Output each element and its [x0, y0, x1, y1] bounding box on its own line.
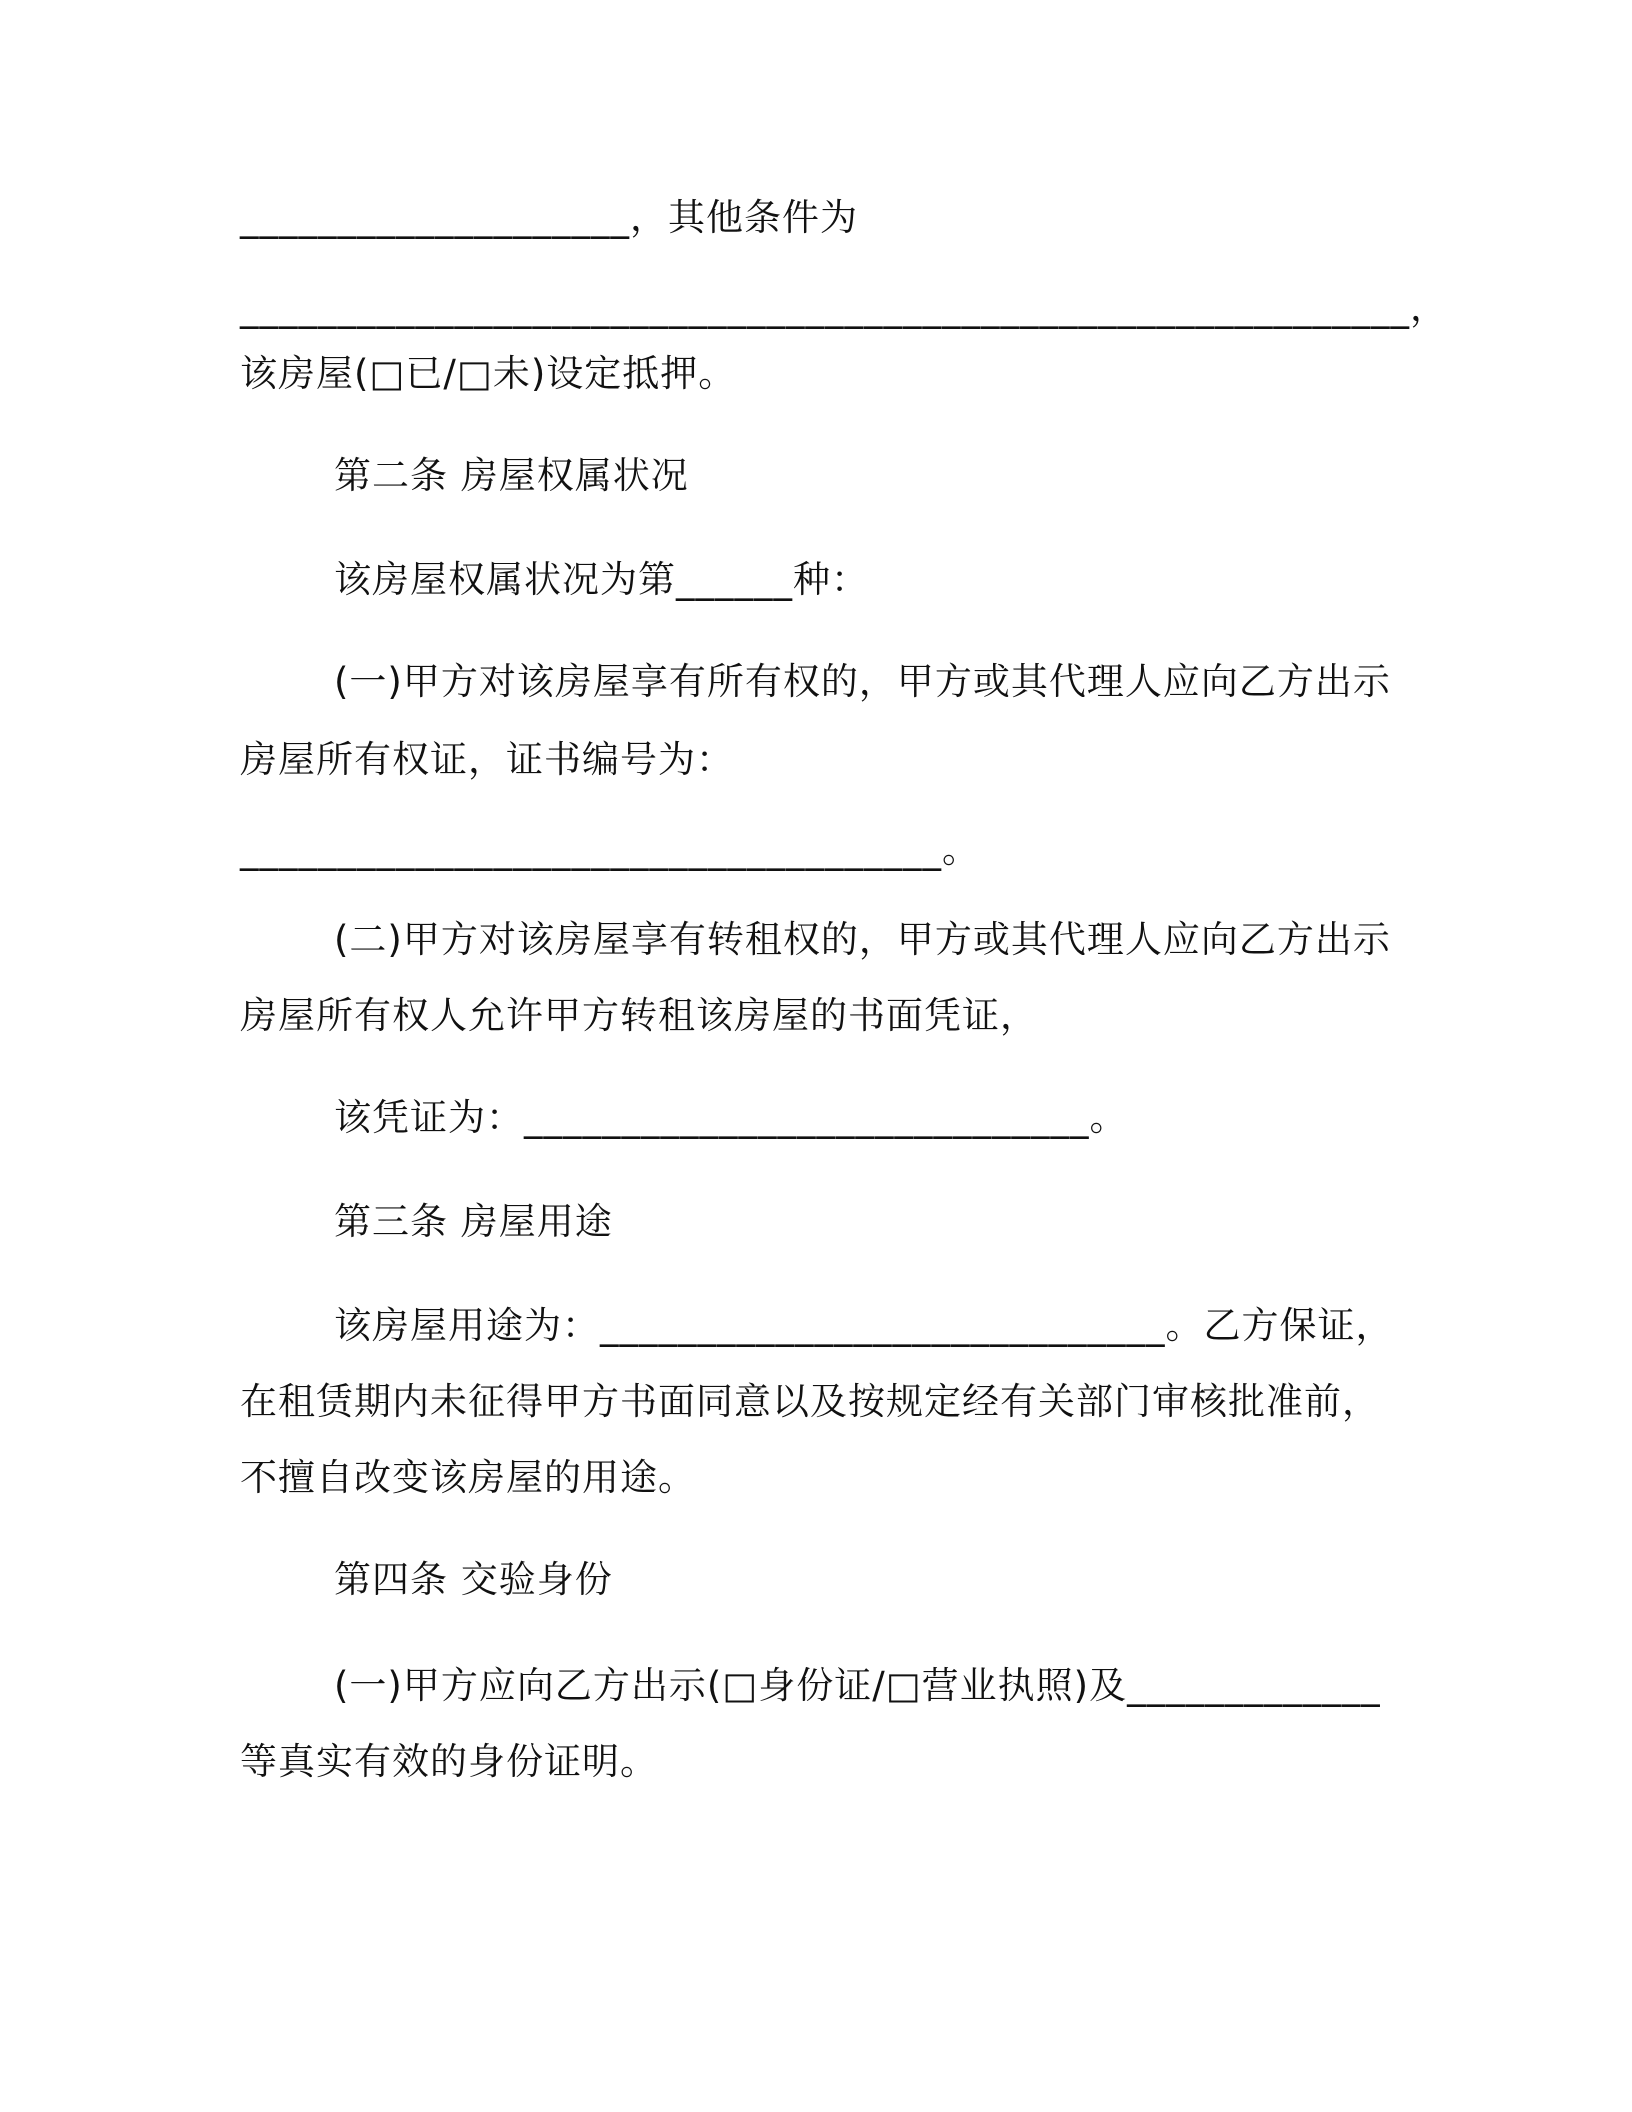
- clause-2-line-2: 房屋所有权人允许甲方转租该房屋的书面凭证，: [240, 994, 1038, 1037]
- blank-long-line: ____________________________________________________________，: [240, 286, 1448, 329]
- usage-line-3: 不擅自改变该房屋的用途。: [240, 1456, 696, 1499]
- blank-other-conditions-line: ____________________，其他条件为: [240, 196, 858, 239]
- voucher-line: 该凭证为：_____________________________。: [334, 1096, 1128, 1139]
- identity-line-2: 等真实有效的身份证明。: [240, 1740, 658, 1783]
- usage-line-1: 该房屋用途为：_____________________________。乙方保证，: [334, 1304, 1394, 1347]
- identity-line-1: (一)甲方应向乙方出示(□身份证/□营业执照)及_____________: [334, 1664, 1381, 1707]
- usage-line-2: 在租赁期内未征得甲方书面同意以及按规定经有关部门审核批准前，: [240, 1380, 1380, 1423]
- mortgage-status-line: 该房屋(□已/□未)设定抵押。: [240, 352, 737, 395]
- ownership-type-line: 该房屋权属状况为第______种：: [334, 558, 869, 601]
- clause-1-line-1: (一)甲方对该房屋享有所有权的，甲方或其代理人应向乙方出示: [334, 660, 1391, 703]
- clause-1-line-2: 房屋所有权证，证书编号为：: [240, 738, 734, 781]
- article-4-heading: 第四条 交验身份: [334, 1558, 613, 1601]
- clause-2-line-1: (二)甲方对该房屋享有转租权的，甲方或其代理人应向乙方出示: [334, 918, 1391, 961]
- article-3-heading: 第三条 房屋用途: [334, 1200, 613, 1243]
- certificate-number-blank: ____________________________________。: [240, 828, 980, 871]
- article-2-heading: 第二条 房屋权属状况: [334, 454, 689, 497]
